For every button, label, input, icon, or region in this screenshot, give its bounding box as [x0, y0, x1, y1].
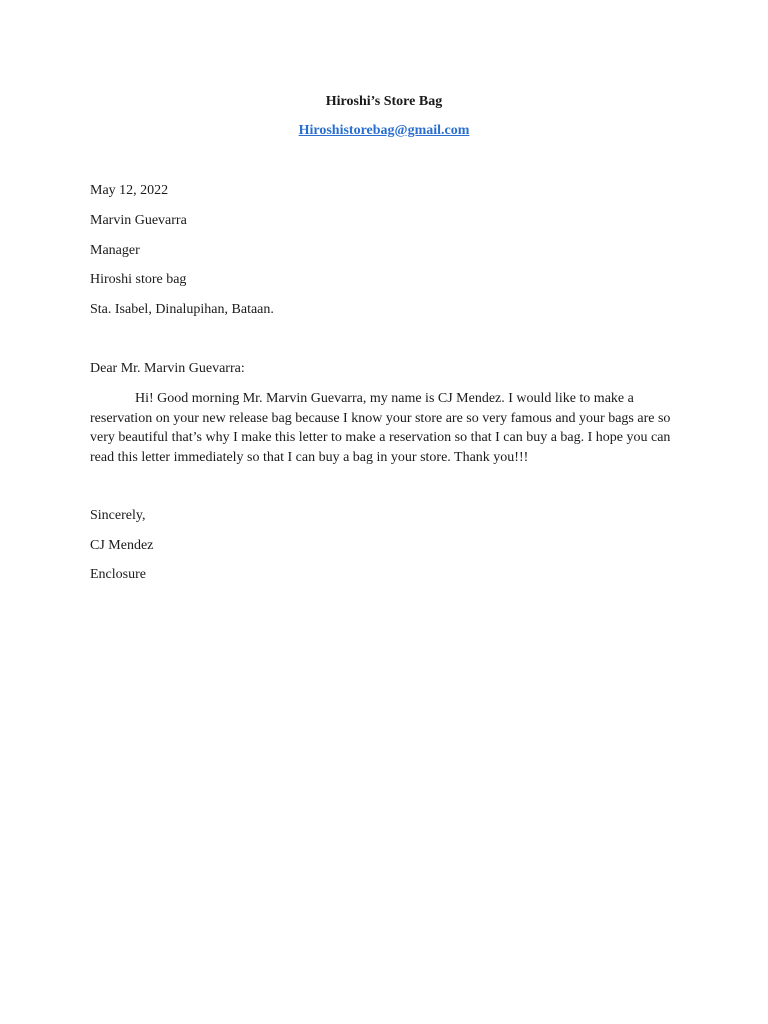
recipient-name: Marvin Guevarra: [90, 213, 187, 228]
letter-date: May 12, 2022: [90, 183, 169, 198]
closing: Sincerely,: [90, 508, 146, 523]
letter-body: Hi! Good morning Mr. Marvin Guevarra, my name is CJ Mendez. I would like to make a reservation on your new release bag because I know your store are so very famous and your bags are so very beautiful that’s why I make this letter to make a reservation so that I can buy a bag. I hope you can read this letter immediately so that I can buy a bag in your store. Thank you!!!: [90, 391, 671, 465]
letterhead-email: [0, 122, 768, 140]
recipient-address: Sta. Isabel, Dinalupihan, Bataan.: [90, 302, 274, 317]
enclosure: Enclosure: [90, 567, 146, 582]
letterhead-title: Hiroshi’s Store Bag: [325, 94, 443, 109]
recipient-company: Hiroshi store bag: [90, 272, 187, 287]
recipient-title: Manager: [90, 243, 140, 258]
salutation: Dear Mr. Marvin Guevarra:: [90, 361, 245, 376]
signature: CJ Mendez: [90, 538, 154, 553]
email-link[interactable]: Hiroshistorebag@gmail.com: [298, 123, 470, 138]
